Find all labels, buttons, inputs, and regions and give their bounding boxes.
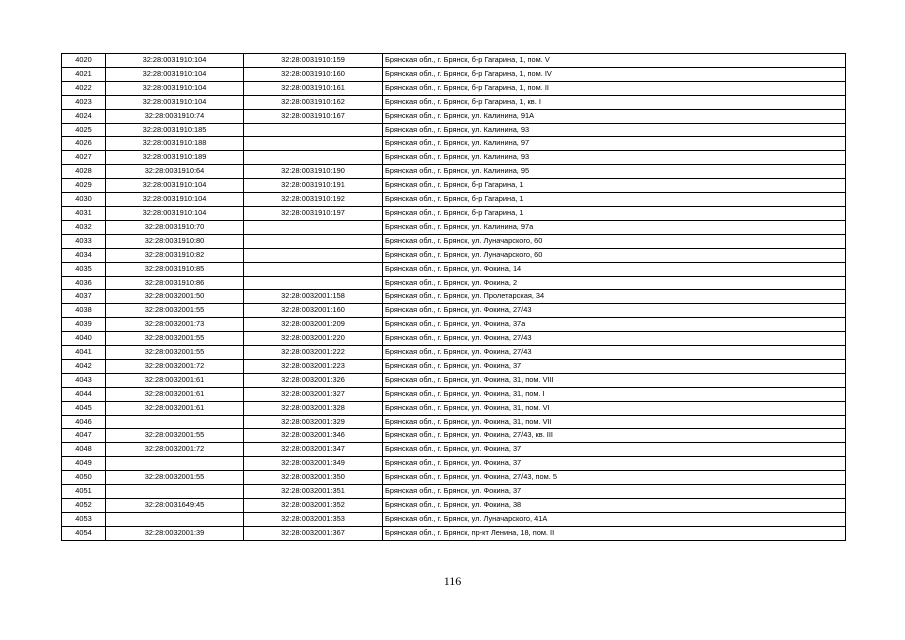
table-row	[62, 95, 846, 109]
table-row	[62, 485, 846, 499]
address-cell: Брянская обл., г. Брянск, ул. Фокина, 37	[383, 443, 846, 457]
table-row	[62, 332, 846, 346]
row-number-cell: 4033	[62, 234, 106, 248]
table-row	[62, 401, 846, 415]
table-row	[62, 179, 846, 193]
object-cadastral-number-cell: 32:28:0032001:352	[244, 499, 383, 513]
address-cell: Брянская обл., г. Брянск, ул. Калинина, 91А	[383, 109, 846, 123]
row-number-cell: 4023	[62, 95, 106, 109]
row-number-cell: 4029	[62, 179, 106, 193]
object-cadastral-number-cell: 32:28:0031910:159	[244, 54, 383, 68]
page-number: 116	[443, 574, 462, 588]
parcel-cadastral-number-cell: 32:28:0032001:55	[106, 332, 244, 346]
row-number-cell: 4044	[62, 387, 106, 401]
object-cadastral-number-cell: 32:28:0032001:222	[244, 346, 383, 360]
address-cell: Брянская обл., г. Брянск, ул. Фокина, 27/43	[383, 346, 846, 360]
object-cadastral-number-cell: 32:28:0032001:347	[244, 443, 383, 457]
table-row	[62, 206, 846, 220]
row-number-cell: 4030	[62, 193, 106, 207]
row-number-cell: 4035	[62, 262, 106, 276]
table-row	[62, 443, 846, 457]
object-cadastral-number-cell: 32:28:0031910:190	[244, 165, 383, 179]
address-cell: Брянская обл., г. Брянск, ул. Фокина, 31, пом. I	[383, 387, 846, 401]
address-cell: Брянская обл., г. Брянск, б-р Гагарина, 1, пом. II	[383, 81, 846, 95]
object-cadastral-number-cell: 32:28:0032001:223	[244, 359, 383, 373]
table-row	[62, 318, 846, 332]
object-cadastral-number-cell: 32:28:0032001:220	[244, 332, 383, 346]
object-cadastral-number-cell: 32:28:0031910:167	[244, 109, 383, 123]
address-cell: Брянская обл., г. Брянск, ул. Пролетарская, 34	[383, 290, 846, 304]
row-number-cell: 4054	[62, 526, 106, 540]
table-row	[62, 137, 846, 151]
row-number-cell: 4051	[62, 485, 106, 499]
parcel-cadastral-number-cell	[106, 485, 244, 499]
object-cadastral-number-cell	[244, 276, 383, 290]
row-number-cell: 4050	[62, 471, 106, 485]
table-row	[62, 109, 846, 123]
table-row	[62, 346, 846, 360]
address-cell: Брянская обл., г. Брянск, б-р Гагарина, 1, кв. I	[383, 95, 846, 109]
row-number-cell: 4021	[62, 67, 106, 81]
table-row	[62, 499, 846, 513]
object-cadastral-number-cell: 32:28:0032001:328	[244, 401, 383, 415]
parcel-cadastral-number-cell: 32:28:0031910:104	[106, 54, 244, 68]
table-row	[62, 248, 846, 262]
address-cell: Брянская обл., г. Брянск, б-р Гагарина, 1	[383, 206, 846, 220]
object-cadastral-number-cell: 32:28:0031910:160	[244, 67, 383, 81]
parcel-cadastral-number-cell: 32:28:0032001:55	[106, 471, 244, 485]
table-row	[62, 429, 846, 443]
row-number-cell: 4048	[62, 443, 106, 457]
row-number-cell: 4039	[62, 318, 106, 332]
object-cadastral-number-cell: 32:28:0031910:192	[244, 193, 383, 207]
row-number-cell: 4026	[62, 137, 106, 151]
table-row	[62, 151, 846, 165]
parcel-cadastral-number-cell	[106, 415, 244, 429]
address-cell: Брянская обл., г. Брянск, ул. Луначарского, 60	[383, 234, 846, 248]
table-row	[62, 526, 846, 540]
row-number-cell: 4032	[62, 220, 106, 234]
parcel-cadastral-number-cell: 32:28:0031910:104	[106, 95, 244, 109]
row-number-cell: 4045	[62, 401, 106, 415]
object-cadastral-number-cell: 32:28:0032001:158	[244, 290, 383, 304]
address-cell: Брянская обл., г. Брянск, ул. Калинина, 97	[383, 137, 846, 151]
parcel-cadastral-number-cell: 32:28:0031910:104	[106, 206, 244, 220]
address-cell: Брянская обл., г. Брянск, б-р Гагарина, 1, пом. V	[383, 54, 846, 68]
parcel-cadastral-number-cell: 32:28:0031910:80	[106, 234, 244, 248]
object-cadastral-number-cell	[244, 137, 383, 151]
parcel-cadastral-number-cell: 32:28:0032001:50	[106, 290, 244, 304]
address-cell: Брянская обл., г. Брянск, ул. Калинина, 93	[383, 151, 846, 165]
table-row	[62, 387, 846, 401]
address-cell: Брянская обл., г. Брянск, б-р Гагарина, 1	[383, 193, 846, 207]
table-row	[62, 123, 846, 137]
row-number-cell: 4041	[62, 346, 106, 360]
address-cell: Брянская обл., г. Брянск, ул. Фокина, 27/43, кв. III	[383, 429, 846, 443]
table-row	[62, 304, 846, 318]
table-row	[62, 359, 846, 373]
object-cadastral-number-cell	[244, 248, 383, 262]
parcel-cadastral-number-cell: 32:28:0032001:39	[106, 526, 244, 540]
row-number-cell: 4042	[62, 359, 106, 373]
address-cell: Брянская обл., г. Брянск, ул. Фокина, 2	[383, 276, 846, 290]
parcel-cadastral-number-cell: 32:28:0032001:61	[106, 387, 244, 401]
table-row	[62, 193, 846, 207]
address-cell: Брянская обл., г. Брянск, ул. Фокина, 14	[383, 262, 846, 276]
row-number-cell: 4047	[62, 429, 106, 443]
parcel-cadastral-number-cell: 32:28:0032001:72	[106, 359, 244, 373]
table-row	[62, 512, 846, 526]
row-number-cell: 4025	[62, 123, 106, 137]
parcel-cadastral-number-cell: 32:28:0031910:85	[106, 262, 244, 276]
address-cell: Брянская обл., г. Брянск, ул. Фокина, 37а	[383, 318, 846, 332]
row-number-cell: 4037	[62, 290, 106, 304]
parcel-cadastral-number-cell: 32:28:0031910:189	[106, 151, 244, 165]
parcel-cadastral-number-cell: 32:28:0031910:104	[106, 81, 244, 95]
row-number-cell: 4049	[62, 457, 106, 471]
row-number-cell: 4027	[62, 151, 106, 165]
object-cadastral-number-cell: 32:28:0032001:346	[244, 429, 383, 443]
table-row	[62, 220, 846, 234]
object-cadastral-number-cell: 32:28:0031910:162	[244, 95, 383, 109]
parcel-cadastral-number-cell: 32:28:0031910:104	[106, 179, 244, 193]
address-cell: Брянская обл., г. Брянск, ул. Калинина, 93	[383, 123, 846, 137]
parcel-cadastral-number-cell: 32:28:0032001:55	[106, 429, 244, 443]
row-number-cell: 4020	[62, 54, 106, 68]
address-cell: Брянская обл., г. Брянск, ул. Фокина, 27/43, пом. 5	[383, 471, 846, 485]
object-cadastral-number-cell: 32:28:0032001:160	[244, 304, 383, 318]
address-cell: Брянская обл., г. Брянск, ул. Фокина, 27/43	[383, 304, 846, 318]
object-cadastral-number-cell	[244, 220, 383, 234]
table-row	[62, 290, 846, 304]
object-cadastral-number-cell: 32:28:0032001:367	[244, 526, 383, 540]
row-number-cell: 4034	[62, 248, 106, 262]
table-row	[62, 457, 846, 471]
object-cadastral-number-cell: 32:28:0031910:191	[244, 179, 383, 193]
object-cadastral-number-cell: 32:28:0032001:349	[244, 457, 383, 471]
table-row	[62, 234, 846, 248]
address-cell: Брянская обл., г. Брянск, ул. Калинина, 97а	[383, 220, 846, 234]
address-cell: Брянская обл., г. Брянск, ул. Луначарского, 41А	[383, 512, 846, 526]
parcel-cadastral-number-cell: 32:28:0031910:70	[106, 220, 244, 234]
parcel-cadastral-number-cell: 32:28:0032001:55	[106, 304, 244, 318]
parcel-cadastral-number-cell: 32:28:0031910:74	[106, 109, 244, 123]
address-cell: Брянская обл., г. Брянск, пр-кт Ленина, 18, пом. II	[383, 526, 846, 540]
object-cadastral-number-cell	[244, 262, 383, 276]
address-cell: Брянская обл., г. Брянск, ул. Фокина, 38	[383, 499, 846, 513]
row-number-cell: 4040	[62, 332, 106, 346]
object-cadastral-number-cell	[244, 123, 383, 137]
table-row	[62, 165, 846, 179]
object-cadastral-number-cell	[244, 234, 383, 248]
parcel-cadastral-number-cell: 32:28:0032001:72	[106, 443, 244, 457]
object-cadastral-number-cell: 32:28:0032001:353	[244, 512, 383, 526]
property-registry-table	[61, 53, 846, 541]
parcel-cadastral-number-cell: 32:28:0031910:188	[106, 137, 244, 151]
object-cadastral-number-cell: 32:28:0032001:329	[244, 415, 383, 429]
address-cell: Брянская обл., г. Брянск, ул. Фокина, 37	[383, 359, 846, 373]
table-body	[62, 54, 846, 541]
object-cadastral-number-cell: 32:28:0032001:327	[244, 387, 383, 401]
row-number-cell: 4052	[62, 499, 106, 513]
table-row	[62, 276, 846, 290]
address-cell: Брянская обл., г. Брянск, ул. Луначарского, 60	[383, 248, 846, 262]
address-cell: Брянская обл., г. Брянск, б-р Гагарина, 1, пом. IV	[383, 67, 846, 81]
parcel-cadastral-number-cell: 32:28:0032001:73	[106, 318, 244, 332]
table-row	[62, 373, 846, 387]
address-cell: Брянская обл., г. Брянск, ул. Фокина, 37	[383, 457, 846, 471]
object-cadastral-number-cell: 32:28:0032001:350	[244, 471, 383, 485]
address-cell: Брянская обл., г. Брянск, ул. Калинина, 95	[383, 165, 846, 179]
object-cadastral-number-cell: 32:28:0032001:209	[244, 318, 383, 332]
address-cell: Брянская обл., г. Брянск, ул. Фокина, 37	[383, 485, 846, 499]
table-row	[62, 81, 846, 95]
table-row	[62, 415, 846, 429]
object-cadastral-number-cell: 32:28:0032001:351	[244, 485, 383, 499]
parcel-cadastral-number-cell: 32:28:0031649:45	[106, 499, 244, 513]
row-number-cell: 4028	[62, 165, 106, 179]
table-row	[62, 67, 846, 81]
parcel-cadastral-number-cell: 32:28:0032001:55	[106, 346, 244, 360]
parcel-cadastral-number-cell: 32:28:0031910:82	[106, 248, 244, 262]
parcel-cadastral-number-cell: 32:28:0031910:185	[106, 123, 244, 137]
row-number-cell: 4046	[62, 415, 106, 429]
object-cadastral-number-cell	[244, 151, 383, 165]
address-cell: Брянская обл., г. Брянск, б-р Гагарина, 1	[383, 179, 846, 193]
table-row	[62, 471, 846, 485]
address-cell: Брянская обл., г. Брянск, ул. Фокина, 31, пом. VIII	[383, 373, 846, 387]
row-number-cell: 4038	[62, 304, 106, 318]
row-number-cell: 4053	[62, 512, 106, 526]
table-row	[62, 54, 846, 68]
parcel-cadastral-number-cell: 32:28:0031910:64	[106, 165, 244, 179]
parcel-cadastral-number-cell: 32:28:0032001:61	[106, 401, 244, 415]
parcel-cadastral-number-cell: 32:28:0031910:104	[106, 67, 244, 81]
row-number-cell: 4024	[62, 109, 106, 123]
row-number-cell: 4022	[62, 81, 106, 95]
parcel-cadastral-number-cell	[106, 512, 244, 526]
parcel-cadastral-number-cell: 32:28:0032001:61	[106, 373, 244, 387]
address-cell: Брянская обл., г. Брянск, ул. Фокина, 31, пом. VI	[383, 401, 846, 415]
address-cell: Брянская обл., г. Брянск, ул. Фокина, 27/43	[383, 332, 846, 346]
parcel-cadastral-number-cell: 32:28:0031910:86	[106, 276, 244, 290]
parcel-cadastral-number-cell: 32:28:0031910:104	[106, 193, 244, 207]
object-cadastral-number-cell: 32:28:0031910:161	[244, 81, 383, 95]
row-number-cell: 4043	[62, 373, 106, 387]
row-number-cell: 4031	[62, 206, 106, 220]
address-cell: Брянская обл., г. Брянск, ул. Фокина, 31, пом. VII	[383, 415, 846, 429]
parcel-cadastral-number-cell	[106, 457, 244, 471]
object-cadastral-number-cell: 32:28:0031910:197	[244, 206, 383, 220]
row-number-cell: 4036	[62, 276, 106, 290]
object-cadastral-number-cell: 32:28:0032001:326	[244, 373, 383, 387]
table-row	[62, 262, 846, 276]
